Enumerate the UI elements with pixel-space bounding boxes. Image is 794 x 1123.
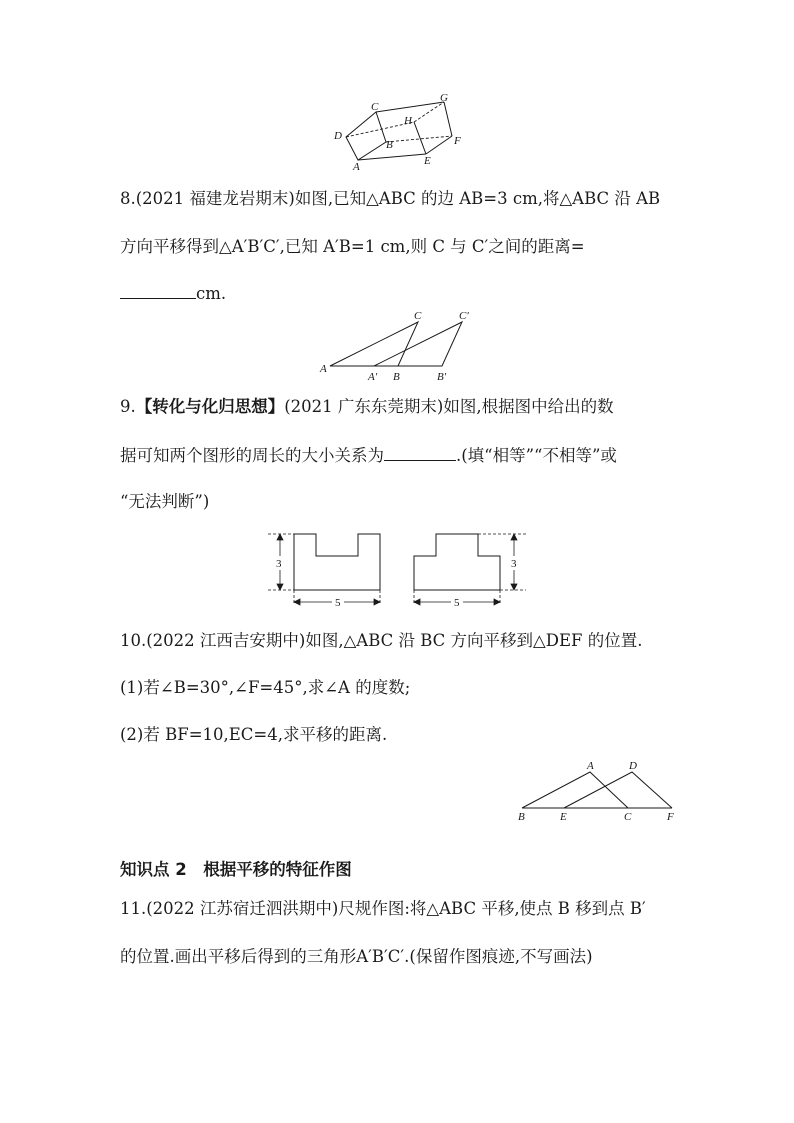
q10-part2: (2)若 BF=10,EC=4,求平移的距离. bbox=[120, 725, 388, 744]
prism-label-c: C bbox=[371, 101, 379, 113]
q10-part1: (1)若∠B=30°,∠F=45°,求∠A 的度数; bbox=[120, 678, 411, 697]
q9-left-width-label: 5 bbox=[335, 597, 341, 609]
prism-label-b: B bbox=[386, 139, 393, 151]
q10-label-d: D bbox=[629, 760, 637, 772]
q10-figure bbox=[512, 758, 682, 826]
q9-left-height-label: 3 bbox=[276, 558, 282, 570]
q9-number: 9. bbox=[120, 397, 136, 416]
q9-line2-post: .(填“相等”“不相等”或 bbox=[456, 446, 617, 465]
q8-figure bbox=[318, 308, 482, 384]
section-heading: 知识点 2 根据平移的特征作图 bbox=[120, 860, 352, 879]
prism-label-d: D bbox=[334, 130, 342, 142]
q8-line2: 方向平移得到△A′B′C′,已知 A′B=1 cm,则 C 与 C′之间的距离= bbox=[120, 237, 585, 256]
q10-label-f: F bbox=[667, 811, 674, 823]
prism-label-g: G bbox=[440, 92, 448, 104]
prism-figure bbox=[326, 92, 476, 172]
q8-label-c: C bbox=[414, 310, 422, 322]
q8-line3 bbox=[120, 282, 226, 305]
q9-right-height-label: 3 bbox=[511, 558, 517, 570]
q9-line3: “无法判断”) bbox=[120, 492, 210, 511]
q10-label-b: B bbox=[518, 811, 525, 823]
q10-label-e: E bbox=[560, 811, 567, 823]
q9-figure bbox=[258, 524, 538, 616]
q11-line1: 11.(2022 江苏宿迁泗洪期中)尺规作图:将△ABC 平移,使点 B 移到点 B′ bbox=[120, 899, 646, 918]
q8-label-c-prime: C′ bbox=[459, 310, 469, 322]
prism-label-h: H bbox=[404, 115, 412, 127]
q8-unit: cm. bbox=[196, 284, 227, 303]
q9-answer-blank[interactable] bbox=[384, 444, 456, 461]
q8-line1: 8.(2021 福建龙岩期末)如图,已知△ABC 的边 AB=3 cm,将△ABC 沿 AB bbox=[120, 189, 661, 208]
q9-tag: 【转化与化归思想】 bbox=[135, 397, 285, 416]
q9-line2-pre: 据可知两个图形的周长的大小关系为 bbox=[120, 446, 384, 465]
q8-answer-blank[interactable] bbox=[120, 282, 196, 299]
q10-line1: 10.(2022 江西吉安期中)如图,△ABC 沿 BC 方向平移到△DEF 的位置. bbox=[120, 631, 643, 650]
q9-line1 bbox=[120, 396, 614, 418]
q8-label-a: A bbox=[320, 363, 327, 375]
prism-label-e: E bbox=[424, 155, 431, 167]
q9-line2 bbox=[120, 444, 617, 467]
q10-label-c: C bbox=[624, 811, 632, 823]
q9-line1-rest: (2021 广东东莞期末)如图,根据图中给出的数 bbox=[284, 397, 614, 416]
q11-line2: 的位置.画出平移后得到的三角形A′B′C′.(保留作图痕迹,不写画法) bbox=[120, 947, 593, 966]
q10-label-a: A bbox=[587, 760, 594, 772]
q8-label-b: B bbox=[393, 371, 400, 383]
q8-label-b-prime: B′ bbox=[437, 371, 447, 383]
prism-label-f: F bbox=[454, 135, 461, 147]
prism-label-a: A bbox=[353, 161, 360, 172]
q8-label-a-prime: A′ bbox=[368, 371, 378, 383]
q9-right-width-label: 5 bbox=[454, 597, 460, 609]
